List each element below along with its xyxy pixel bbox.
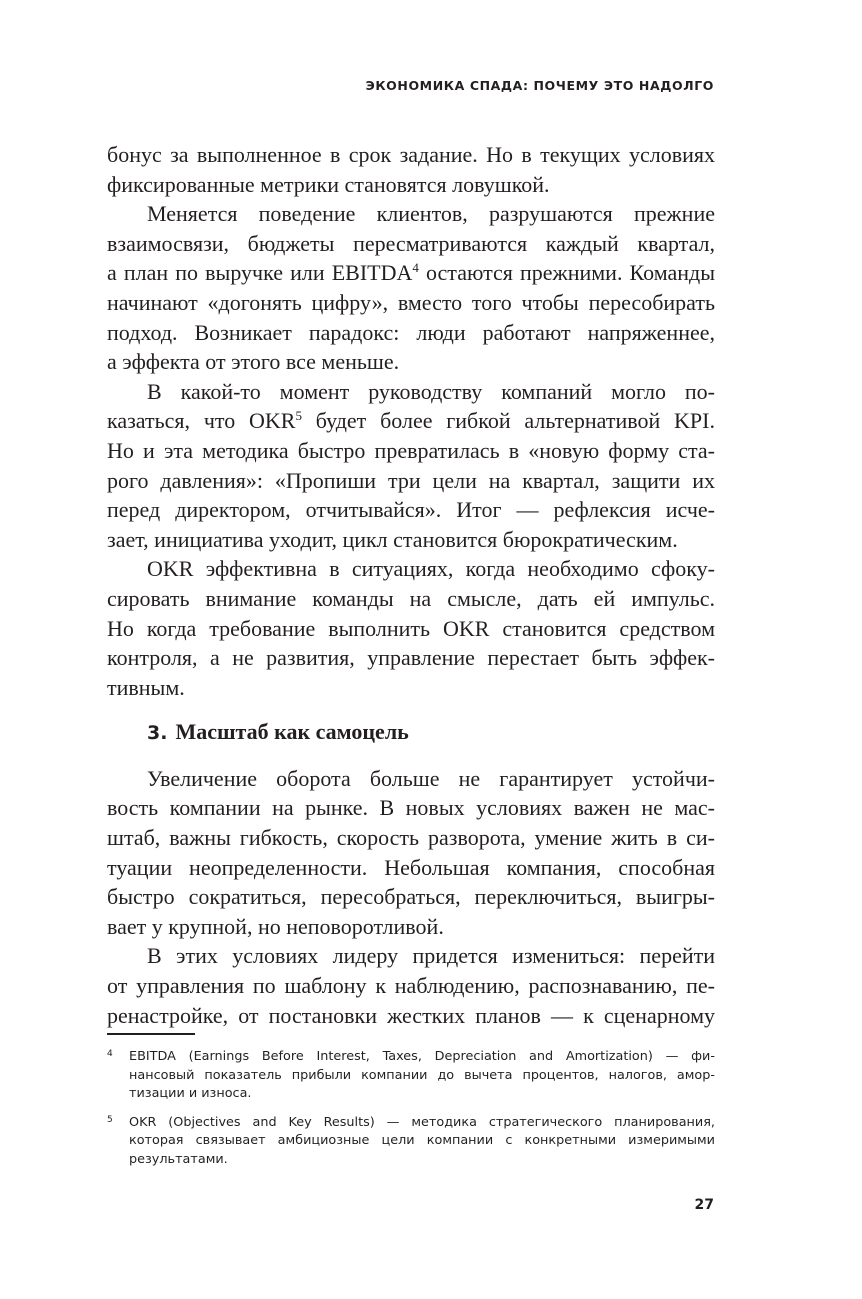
paragraph-6 [107, 941, 715, 1030]
text-line: Меняется поведение клиентов, разрушаются прежние [147, 201, 715, 227]
footnote-line: OKR (Objectives and Key Results) — методика стратегического планирования, [129, 1114, 715, 1130]
text-line: Увеличение оборота больше не гарантирует устойчи- [147, 765, 715, 791]
text-line: штаб, важны гибкость, скорость разворота, умение жить в си- [107, 825, 715, 851]
paragraph-4 [107, 554, 715, 702]
text-line [107, 258, 715, 288]
text-line: Но когда требование выполнить OKR становится средством [107, 615, 715, 641]
footnote-line: результатами. [129, 1151, 228, 1167]
text-line: зает, инициатива уходит, цикл становится бюрократическим. [107, 526, 678, 552]
footnote-4 [107, 1048, 715, 1104]
text-fragment: будет более гибкой альтернативой KPI. [301, 408, 715, 434]
text-line: ренастройке, от постановки жестких планов — к сценарному [107, 1002, 715, 1028]
text-line: взаимосвязи, бюджеты пересматриваются каждый квартал, [107, 230, 715, 256]
text-line: сировать внимание команды на смысле, дать ей импульс. [107, 585, 715, 611]
footnote-ref-5[interactable]: 5 [295, 408, 302, 424]
text-fragment: остаются прежними. Команды [418, 260, 716, 286]
paragraph-2 [107, 199, 715, 377]
footnotes [107, 1048, 715, 1179]
paragraph-3 [107, 377, 715, 555]
footnote-5 [107, 1114, 715, 1170]
text-fragment: а план по выручке или EBITDA [107, 260, 413, 286]
paragraph-1 [107, 140, 715, 199]
footnote-ref-4[interactable]: 4 [412, 260, 419, 276]
section-title: Масштаб как самоцель [175, 719, 409, 745]
page-number: 27 [694, 1197, 714, 1213]
text-fragment: казаться, что OKR [107, 408, 296, 434]
text-line: фиксированные метрики становятся ловушкой. [107, 171, 550, 197]
text-line [107, 406, 715, 436]
text-line: Но и эта методика быстро превратилась в «новую форму ста- [107, 437, 715, 463]
text-line: В какой-то момент руководству компаний могло по- [147, 378, 715, 404]
footnote-mark: 5 [107, 1114, 113, 1125]
footnote-line: которая связывает амбициозные цели компании с конкретными измеримыми [129, 1133, 715, 1148]
text-line: рого давления»: «Пропиши три цели на квартал, защити их [107, 467, 715, 493]
text-line: от управления по шаблону к наблюдению, распознаванию, пе- [107, 973, 715, 999]
footnote-line: тизации и износа. [129, 1086, 252, 1101]
paragraph-5 [107, 764, 715, 942]
footnote-mark: 4 [107, 1049, 113, 1059]
section-heading [107, 717, 715, 749]
text-line: бонус за выполненное в срок задание. Но в текущих условиях [107, 142, 715, 167]
main-text [107, 140, 715, 1030]
running-head: ЭКОНОМИКА СПАДА: ПОЧЕМУ ЭТО НАДОЛГО [365, 78, 714, 93]
footnote-line: нансовый показатель прибыли компании до вычета процентов, налогов, амор- [129, 1067, 715, 1083]
footnote-divider [107, 1033, 195, 1035]
text-line: начинают «догонять цифру», вместо того чтобы пересобирать [107, 289, 715, 315]
text-line: туации неопределенности. Небольшая компания, способная [107, 854, 715, 880]
text-line: вает у крупной, но неповоротливой. [107, 913, 444, 939]
text-line: быстро сократиться, пересобраться, переключиться, выигры- [107, 884, 715, 910]
text-line: тивным. [107, 674, 185, 700]
text-line: контроля, а не развития, управление перестает быть эффек- [107, 645, 715, 671]
text-line: вость компании на рынке. В новых условиях важен не мас- [107, 795, 715, 821]
section-number: 3. [147, 722, 168, 745]
text-line: а эффекта от этого все меньше. [107, 349, 400, 375]
text-line: перед директором, отчитывайся». Итог — рефлексия исче- [107, 497, 715, 523]
text-line: подход. Возникает парадокс: люди работают напряженнее, [107, 319, 715, 345]
footnote-line: EBITDA (Earnings Before Interest, Taxes, Depreciation and Amortization) — фи- [129, 1049, 715, 1064]
text-line: OKR эффективна в ситуациях, когда необходимо сфоку- [147, 556, 715, 582]
text-line: В этих условиях лидеру придется измениться: перейти [147, 943, 715, 969]
